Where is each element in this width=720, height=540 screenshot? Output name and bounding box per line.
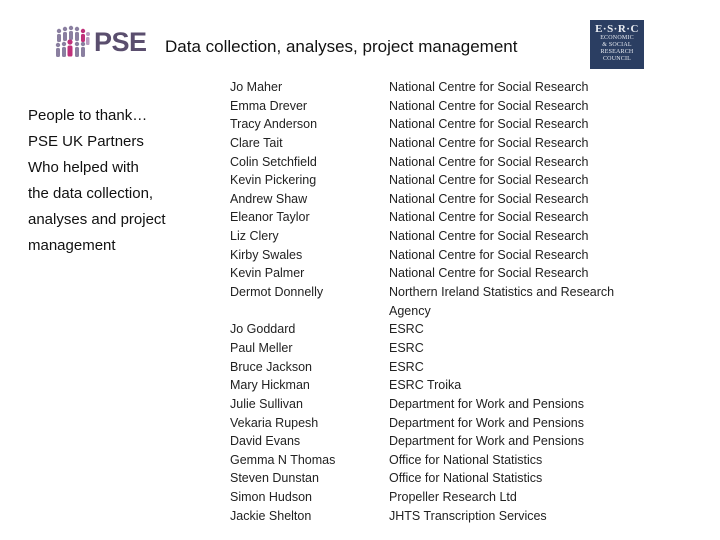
person-name: Paul Meller [230, 340, 293, 355]
person-name: Kevin Palmer [230, 266, 305, 281]
organisation-name: National Centre for Social Research [389, 98, 589, 113]
organisation-name: National Centre for Social Research [389, 117, 589, 132]
organisation-name: National Centre for Social Research [389, 80, 589, 94]
intro-line: PSE UK Partners [28, 133, 144, 150]
intro-line: Who helped with [28, 159, 139, 176]
pse-logo-text: PSE [94, 26, 147, 57]
person-name: David Evans [230, 434, 301, 449]
organisation-name: Northern Ireland Statistics and Research [389, 285, 615, 300]
intro-line: management [28, 237, 116, 254]
organisation-name: ESRC [389, 340, 424, 355]
person-name: Clare Tait [230, 135, 283, 150]
person-name: Eleanor Taylor [230, 210, 310, 225]
organisation-name: National Centre for Social Research [389, 229, 589, 244]
intro-text [28, 103, 198, 259]
person-name: Tracy Anderson [230, 117, 318, 132]
intro-line: People to thank… [28, 107, 148, 124]
organisation-name: Department for Work and Pensions [389, 415, 585, 430]
person-name: Steven Dunstan [230, 471, 319, 486]
organisation-name: National Centre for Social Research [389, 135, 589, 150]
person-name: Andrew Shaw [230, 191, 308, 206]
organisation-name: Department for Work and Pensions [389, 434, 585, 449]
organisation-name: National Centre for Social Research [389, 210, 589, 225]
intro-line: analyses and project [28, 211, 166, 228]
organisation-name: Agency [389, 303, 431, 318]
page-title: Data collection, analyses, project management [165, 37, 518, 56]
organisation-name: ESRC [389, 322, 424, 337]
pse-people-icon [54, 25, 92, 59]
organisation-name: National Centre for Social Research [389, 191, 589, 206]
esrc-logo-line: & SOCIAL [602, 42, 632, 48]
person-name: Kevin Pickering [230, 173, 317, 188]
organisation-name: National Centre for Social Research [389, 154, 589, 169]
person-name: Gemma N Thomas [230, 452, 336, 467]
esrc-logo [590, 20, 644, 69]
esrc-logo-line: COUNCIL [602, 56, 632, 62]
person-name: Emma Drever [230, 98, 308, 113]
esrc-logo-line: RESEARCH [600, 49, 634, 55]
person-name: Bruce Jackson [230, 359, 312, 374]
organisation-name: Propeller Research Ltd [389, 490, 517, 505]
organisation-name: National Centre for Social Research [389, 266, 589, 281]
person-name: Simon Hudson [230, 490, 312, 505]
person-name: Vekaria Rupesh [230, 415, 319, 430]
organisation-name: JHTS Transcription Services [389, 508, 547, 523]
person-name: Jo Goddard [230, 322, 296, 337]
organisation-name: Department for Work and Pensions [389, 396, 585, 411]
organisations-column [389, 78, 699, 525]
person-name: Jo Maher [230, 80, 283, 94]
person-name: Dermot Donnelly [230, 285, 324, 300]
pse-logo [54, 22, 154, 62]
person-name: Jackie Shelton [230, 508, 312, 523]
person-name: Julie Sullivan [230, 396, 303, 411]
organisation-name: Office for National Statistics [389, 471, 543, 486]
organisation-name: Office for National Statistics [389, 452, 543, 467]
names-column [230, 78, 380, 525]
organisation-name: National Centre for Social Research [389, 173, 589, 188]
person-name [230, 302, 380, 321]
esrc-logo-line: ECONOMIC [600, 35, 634, 41]
intro-line: the data collection, [28, 185, 154, 202]
person-name: Kirby Swales [230, 247, 303, 262]
organisation-name: National Centre for Social Research [389, 247, 589, 262]
person-name: Mary Hickman [230, 378, 310, 393]
person-name: Liz Clery [230, 229, 279, 244]
organisation-name: ESRC [389, 359, 424, 374]
person-name: Colin Setchfield [230, 154, 317, 169]
organisation-name: ESRC Troika [389, 378, 462, 393]
esrc-logo-acronym: E·S·R·C [595, 23, 639, 35]
